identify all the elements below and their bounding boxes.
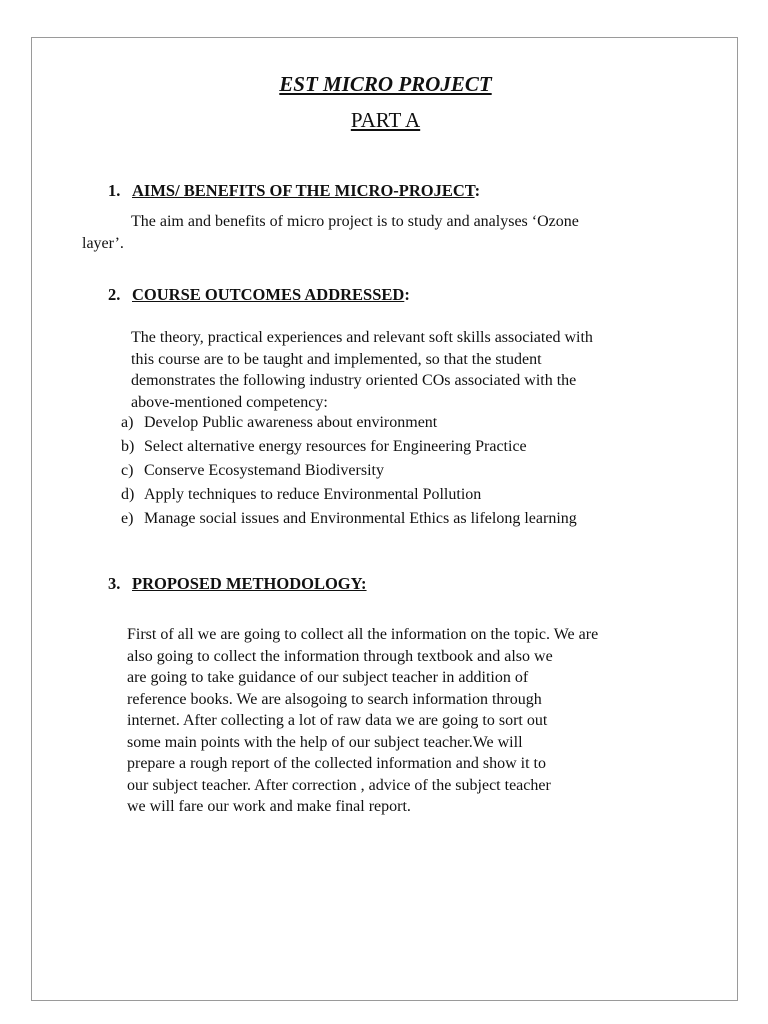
section-paragraph-line: we will fare our work and make final report.	[127, 798, 411, 815]
list-item	[121, 411, 577, 435]
section-paragraph-line: The theory, practical experiences and relevant soft skills associated with	[131, 329, 593, 346]
section-paragraph	[131, 327, 593, 413]
section-paragraph-line: are going to take guidance of our subject teacher in addition of	[127, 669, 529, 686]
section-number: 1.	[108, 181, 121, 200]
list-item-label: d)	[121, 486, 135, 503]
section-number: 2.	[108, 285, 121, 304]
document-subtitle: PART A	[350, 108, 421, 132]
section-paragraph-line: above-mentioned competency:	[131, 393, 328, 411]
section-heading-suffix: :	[474, 181, 481, 200]
list-item	[121, 459, 577, 483]
section-heading-suffix: :	[404, 285, 410, 304]
section-paragraph-line: The aim and benefits of micro project is to study and analyses ‘Ozone	[131, 213, 579, 230]
list-item-label: a)	[121, 414, 134, 431]
section-paragraph-line: layer’.	[82, 235, 124, 252]
section-paragraph-line: reference books. We are alsogoing to search information through	[127, 690, 542, 708]
list-item-text: Develop Public awareness about environment	[144, 414, 438, 431]
list-item	[121, 507, 577, 531]
document-title: EST MICRO PROJECT	[279, 72, 492, 96]
section-paragraph-line: our subject teacher. After correction , advice of the subject teacher	[127, 776, 551, 794]
outcomes-list	[121, 411, 577, 531]
section-heading-methodology	[108, 574, 367, 594]
list-item-text: Select alternative energy resources for Engineering Practice	[144, 438, 527, 455]
section-number: 3.	[108, 574, 121, 593]
list-item-text: Apply techniques to reduce Environmental Pollution	[144, 486, 482, 503]
section-paragraph	[127, 624, 598, 818]
section-heading-course-outcomes	[108, 285, 410, 305]
list-item-label: c)	[121, 462, 134, 479]
document-page	[31, 37, 738, 1001]
section-heading-text: PROPOSED METHODOLOGY:	[132, 574, 367, 593]
section-paragraph-line: also going to collect the information through textbook and also we	[127, 647, 553, 665]
section-paragraph-line: this course are to be taught and implemented, so that the student	[131, 350, 542, 368]
section-paragraph-line: some main points with the help of our subject teacher.We will	[127, 733, 523, 751]
list-item-label: e)	[121, 510, 134, 527]
list-item-text: Conserve Ecosystemand Biodiversity	[144, 462, 384, 479]
section-paragraph-line: First of all we are going to collect all the information on the topic. We are	[127, 626, 599, 643]
section-heading-aims	[108, 181, 480, 201]
section-heading-text: COURSE OUTCOMES ADDRESSED	[132, 285, 405, 304]
section-heading-text: AIMS/ BENEFITS OF THE MICRO-PROJECT	[132, 181, 475, 200]
list-item-text: Manage social issues and Environmental Ethics as lifelong learning	[144, 510, 577, 527]
list-item	[121, 435, 577, 459]
list-item	[121, 483, 577, 507]
list-item-label: b)	[121, 438, 135, 455]
section-paragraph-line: demonstrates the following industry oriented COs associated with the	[131, 372, 577, 389]
section-paragraph-line: internet. After collecting a lot of raw data we are going to sort out	[127, 712, 548, 729]
section-paragraph-line: prepare a rough report of the collected information and show it to	[127, 755, 546, 772]
